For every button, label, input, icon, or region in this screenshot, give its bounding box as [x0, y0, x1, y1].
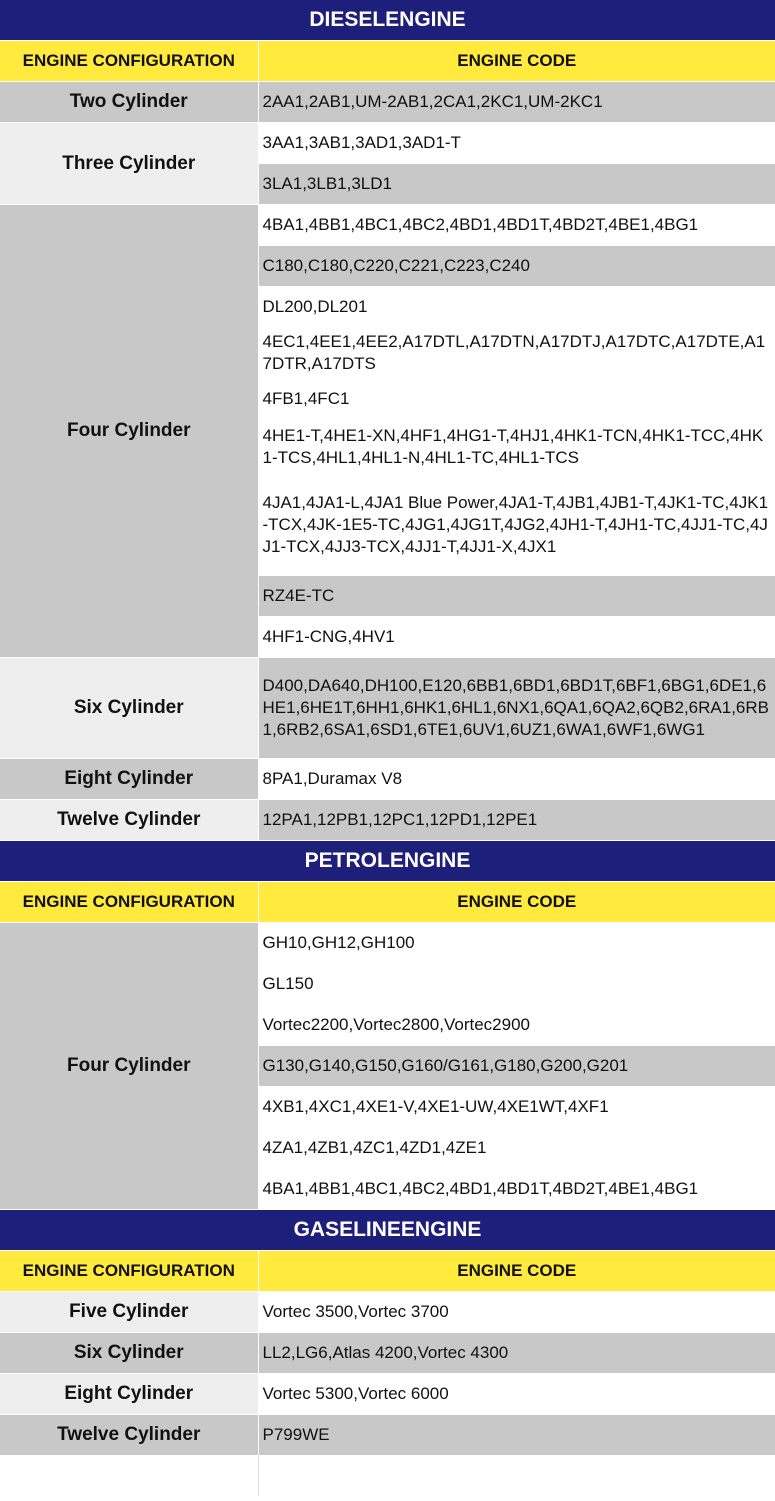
code-cell: 4BA1,4BB1,4BC1,4BC2,4BD1,4BD1T,4BD2T,4BE1,4BG1	[258, 1169, 775, 1210]
section-title-row	[0, 1210, 775, 1251]
table-row	[0, 1292, 775, 1333]
code-cell: 4XB1,4XC1,4XE1-V,4XE1-UW,4XE1WT,4XF1	[258, 1087, 775, 1128]
section-title-row	[0, 0, 775, 41]
code-cell: 8PA1,Duramax V8	[258, 759, 775, 800]
code-cell: 2AA1,2AB1,UM-2AB1,2CA1,2KC1,UM-2KC1	[258, 82, 775, 123]
config-cell: Two Cylinder	[0, 82, 258, 123]
config-cell: Four Cylinder	[0, 923, 258, 1210]
config-cell: Eight Cylinder	[0, 759, 258, 800]
section-title-row	[0, 841, 775, 882]
config-cell: Five Cylinder	[0, 1292, 258, 1333]
blank-row	[0, 1456, 775, 1497]
table-row	[0, 205, 775, 246]
code-cell: Vortec 5300,Vortec 6000	[258, 1374, 775, 1415]
blank-cell	[258, 1456, 775, 1497]
table-row	[0, 658, 775, 759]
table-row	[0, 800, 775, 841]
code-cell: D400,DA640,DH100,E120,6BB1,6BD1,6BD1T,6BF1,6BG1,6DE1,6HE1,6HE1T,6HH1,6HK1,6HL1,6NX1,6QA1,6QA2,6QB2,6RA1,6RB1,6RB2,6SA1,6SD1,6TE1,6UV1,6UZ1,6WA1,6WF1,6WG1	[258, 658, 775, 759]
blank-cell	[0, 1456, 258, 1497]
code-cell: 12PA1,12PB1,12PC1,12PD1,12PE1	[258, 800, 775, 841]
code-cell: 4ZA1,4ZB1,4ZC1,4ZD1,4ZE1	[258, 1128, 775, 1169]
header-row	[0, 41, 775, 82]
code-cell: GH10,GH12,GH100	[258, 923, 775, 964]
table-row	[0, 82, 775, 123]
diesel-title: DIESELENGINE	[0, 0, 775, 41]
config-cell: Four Cylinder	[0, 205, 258, 658]
header-engine-code: ENGINE CODE	[258, 882, 775, 923]
code-cell: 3AA1,3AB1,3AD1,3AD1-T	[258, 123, 775, 164]
header-engine-configuration: ENGINE CONFIGURATION	[0, 882, 258, 923]
config-cell: Eight Cylinder	[0, 1374, 258, 1415]
config-cell: Six Cylinder	[0, 1333, 258, 1374]
table-row	[0, 123, 775, 164]
config-cell: Six Cylinder	[0, 658, 258, 759]
code-cell: Vortec 3500,Vortec 3700	[258, 1292, 775, 1333]
gaseline-title: GASELINEENGINE	[0, 1210, 775, 1251]
code-cell: G130,G140,G150,G160/G161,G180,G200,G201	[258, 1046, 775, 1087]
code-cell: GL150	[258, 964, 775, 1005]
table-row	[0, 1333, 775, 1374]
config-cell: Twelve Cylinder	[0, 800, 258, 841]
code-cell: DL200,DL201	[258, 287, 775, 328]
code-cell: RZ4E-TC	[258, 576, 775, 617]
header-engine-code: ENGINE CODE	[258, 41, 775, 82]
table-row	[0, 1415, 775, 1456]
table-row	[0, 923, 775, 964]
code-cell: 4HE1-T,4HE1-XN,4HF1,4HG1-T,4HJ1,4HK1-TCN,4HK1-TCC,4HK1-TCS,4HL1,4HL1-N,4HL1-TC,4HL1-TCS	[258, 420, 775, 475]
config-cell: Twelve Cylinder	[0, 1415, 258, 1456]
code-cell: 4EC1,4EE1,4EE2,A17DTL,A17DTN,A17DTJ,A17DTC,A17DTE,A17DTR,A17DTS	[258, 328, 775, 379]
code-cell: LL2,LG6,Atlas 4200,Vortec 4300	[258, 1333, 775, 1374]
config-cell: Three Cylinder	[0, 123, 258, 205]
header-engine-configuration: ENGINE CONFIGURATION	[0, 1251, 258, 1292]
table-row	[0, 1374, 775, 1415]
code-cell: 4FB1,4FC1	[258, 379, 775, 420]
code-cell: P799WE	[258, 1415, 775, 1456]
code-cell: 3LA1,3LB1,3LD1	[258, 164, 775, 205]
header-engine-configuration: ENGINE CONFIGURATION	[0, 41, 258, 82]
header-row	[0, 1251, 775, 1292]
code-cell: C180,C180,C220,C221,C223,C240	[258, 246, 775, 287]
table-row	[0, 759, 775, 800]
code-cell: 4JA1,4JA1-L,4JA1 Blue Power,4JA1-T,4JB1,4JB1-T,4JK1-TC,4JK1-TCX,4JK-1E5-TC,4JG1,4JG1T,4JG2,4JH1-T,4JH1-TC,4JJ1-TC,4JJ1-TCX,4JJ3-TCX,4JJ1-T,4JJ1-X,4JX1	[258, 475, 775, 576]
code-cell: 4BA1,4BB1,4BC1,4BC2,4BD1,4BD1T,4BD2T,4BE1,4BG1	[258, 205, 775, 246]
code-cell: 4HF1-CNG,4HV1	[258, 617, 775, 658]
header-engine-code: ENGINE CODE	[258, 1251, 775, 1292]
petrol-title: PETROLENGINE	[0, 841, 775, 882]
code-cell: Vortec2200,Vortec2800,Vortec2900	[258, 1005, 775, 1046]
header-row	[0, 882, 775, 923]
